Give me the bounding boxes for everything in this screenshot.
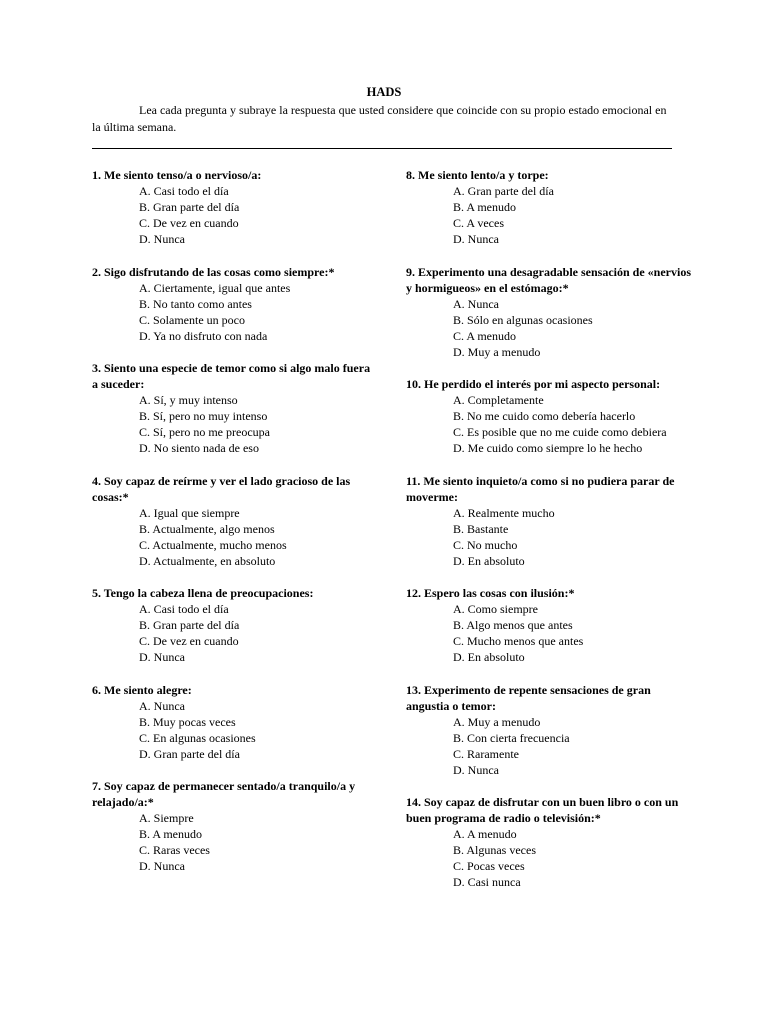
question-text: 1. Me siento tenso/a o nervioso/a:	[92, 168, 262, 182]
answer-option[interactable]: C. De vez en cuando	[139, 634, 239, 648]
question-9	[406, 264, 691, 360]
answer-options	[406, 601, 691, 665]
answer-options	[92, 505, 377, 569]
answer-options	[406, 296, 691, 360]
answer-option[interactable]: B. Bastante	[453, 521, 509, 536]
answer-option[interactable]: B. No me cuido como debería hacerlo	[453, 409, 636, 423]
answer-option[interactable]: D. No siento nada de eso	[139, 441, 259, 455]
answer-option[interactable]: D. Nunca	[453, 762, 499, 777]
answer-option[interactable]: B. Algunas veces	[453, 843, 536, 857]
question-5	[92, 585, 377, 665]
question-7	[92, 778, 377, 874]
answer-options	[92, 183, 377, 247]
answer-options	[92, 601, 377, 665]
answer-option[interactable]: D. Ya no disfruto con nada	[139, 328, 268, 343]
answer-options	[92, 392, 377, 456]
left-question-column	[92, 167, 377, 891]
answer-options	[406, 714, 691, 778]
answer-option[interactable]: B. Actualmente, algo menos	[139, 521, 275, 536]
answer-option[interactable]: D. Muy a menudo	[453, 344, 541, 359]
answer-option[interactable]: B. Algo menos que antes	[453, 618, 573, 632]
answer-option[interactable]: B. Sólo en algunas ocasiones	[453, 312, 593, 327]
answer-option[interactable]: B. A menudo	[453, 200, 517, 214]
question-10	[406, 376, 691, 456]
answer-option[interactable]: A. Casi todo el día	[139, 184, 229, 198]
question-3	[92, 360, 377, 456]
question-text: 7. Soy capaz de permanecer sentado/a tranquilo/a y relajado/a:*	[92, 779, 356, 809]
question-13	[406, 682, 691, 778]
answer-option[interactable]: B. Con cierta frecuencia	[453, 730, 570, 745]
question-text: 3. Siento una especie de temor como si algo malo fuera a suceder:	[92, 361, 371, 391]
answer-option[interactable]: A. A menudo	[453, 827, 517, 841]
answer-options	[406, 505, 691, 569]
question-6	[92, 682, 377, 762]
instructions-paragraph: Lea cada pregunta y subraye la respuesta que usted considere que coincide con su propio estado emocional en la última semana.	[92, 103, 667, 134]
question-11	[406, 473, 691, 569]
question-14	[406, 794, 691, 890]
question-text: 9. Experimento una desagradable sensación de «nervios y hormigueos» en el estómago:*	[406, 264, 692, 295]
question-text: 14. Soy capaz de disfrutar con un buen libro o con un buen programa de radio o televisión:*	[406, 795, 679, 825]
page-title: HADS	[366, 85, 402, 99]
right-question-column	[406, 167, 691, 907]
answer-option[interactable]: C. Pocas veces	[453, 859, 525, 873]
answer-option[interactable]: A. Igual que siempre	[139, 505, 240, 520]
answer-options	[92, 698, 377, 762]
answer-option[interactable]: C. A veces	[453, 216, 504, 230]
answer-option[interactable]: D. Nunca	[139, 232, 185, 246]
question-text: 10. He perdido el interés por mi aspecto personal:	[406, 377, 661, 391]
answer-option[interactable]: B. Muy pocas veces	[139, 714, 236, 729]
answer-option[interactable]: C. Sí, pero no me preocupa	[139, 425, 270, 439]
question-text: 8. Me siento lento/a y torpe:	[406, 168, 549, 182]
answer-option[interactable]: A. Nunca	[453, 296, 499, 311]
answer-option[interactable]: A. Sí, y muy intenso	[139, 393, 238, 407]
question-text: 5. Tengo la cabeza llena de preocupaciones:	[92, 586, 314, 600]
answer-option[interactable]: C. Raramente	[453, 746, 519, 761]
answer-option[interactable]: A. Nunca	[139, 698, 185, 713]
answer-option[interactable]: D. Nunca	[139, 859, 185, 873]
question-text: 2. Sigo disfrutando de las cosas como siempre:*	[92, 264, 335, 279]
answer-option[interactable]: A. Gran parte del día	[453, 184, 554, 198]
answer-option[interactable]: A. Casi todo el día	[139, 602, 229, 616]
header-divider	[92, 148, 672, 149]
question-text: 12. Espero las cosas con ilusión:*	[406, 586, 575, 600]
question-text: 13. Experimento de repente sensaciones de gran angustia o temor:	[406, 682, 651, 713]
answer-options	[92, 280, 377, 344]
answer-options	[406, 826, 691, 890]
answer-option[interactable]: C. En algunas ocasiones	[139, 730, 256, 745]
answer-option[interactable]: D. Nunca	[453, 232, 499, 246]
answer-options	[406, 183, 691, 247]
question-text: 6. Me siento alegre:	[92, 682, 192, 697]
answer-option[interactable]: D. Me cuido como siempre lo he hecho	[453, 441, 643, 455]
answer-option[interactable]: A. Completamente	[453, 393, 544, 407]
answer-option[interactable]: A. Como siempre	[453, 602, 538, 616]
answer-option[interactable]: B. Gran parte del día	[139, 618, 240, 632]
question-text: 11. Me siento inquieto/a como si no pudiera parar de moverme:	[406, 473, 675, 504]
question-text: 4. Soy capaz de reírme y ver el lado gracioso de las cosas:*	[92, 473, 351, 504]
answer-option[interactable]: C. Solamente un poco	[139, 312, 245, 327]
question-2	[92, 264, 377, 344]
answer-option[interactable]: D. Nunca	[139, 650, 185, 664]
answer-option[interactable]: C. No mucho	[453, 537, 518, 552]
answer-option[interactable]: D. Gran parte del día	[139, 746, 240, 761]
answer-option[interactable]: A. Muy a menudo	[453, 714, 541, 729]
answer-option[interactable]: D. Actualmente, en absoluto	[139, 553, 276, 568]
answer-option[interactable]: C. Mucho menos que antes	[453, 634, 584, 648]
answer-option[interactable]: C. Es posible que no me cuide como debiera	[453, 425, 667, 439]
answer-option[interactable]: B. Sí, pero no muy intenso	[139, 409, 268, 423]
question-8	[406, 167, 691, 247]
answer-options	[406, 392, 691, 456]
answer-option[interactable]: D. En absoluto	[453, 650, 525, 664]
answer-option[interactable]: B. No tanto como antes	[139, 296, 252, 311]
answer-options	[92, 810, 377, 874]
answer-option[interactable]: B. A menudo	[139, 827, 203, 841]
answer-option[interactable]: C. Raras veces	[139, 843, 210, 857]
answer-option[interactable]: D. Casi nunca	[453, 875, 521, 889]
answer-option[interactable]: B. Gran parte del día	[139, 200, 240, 214]
question-1	[92, 167, 377, 247]
question-4	[92, 473, 377, 569]
answer-option[interactable]: C. De vez en cuando	[139, 216, 239, 230]
answer-option[interactable]: A. Ciertamente, igual que antes	[139, 280, 291, 295]
answer-option[interactable]: D. En absoluto	[453, 553, 525, 568]
answer-option[interactable]: A. Siempre	[139, 811, 194, 825]
answer-option[interactable]: C. Actualmente, mucho menos	[139, 537, 287, 552]
answer-option[interactable]: C. A menudo	[453, 328, 517, 343]
answer-option[interactable]: A. Realmente mucho	[453, 505, 555, 520]
question-12	[406, 585, 691, 665]
